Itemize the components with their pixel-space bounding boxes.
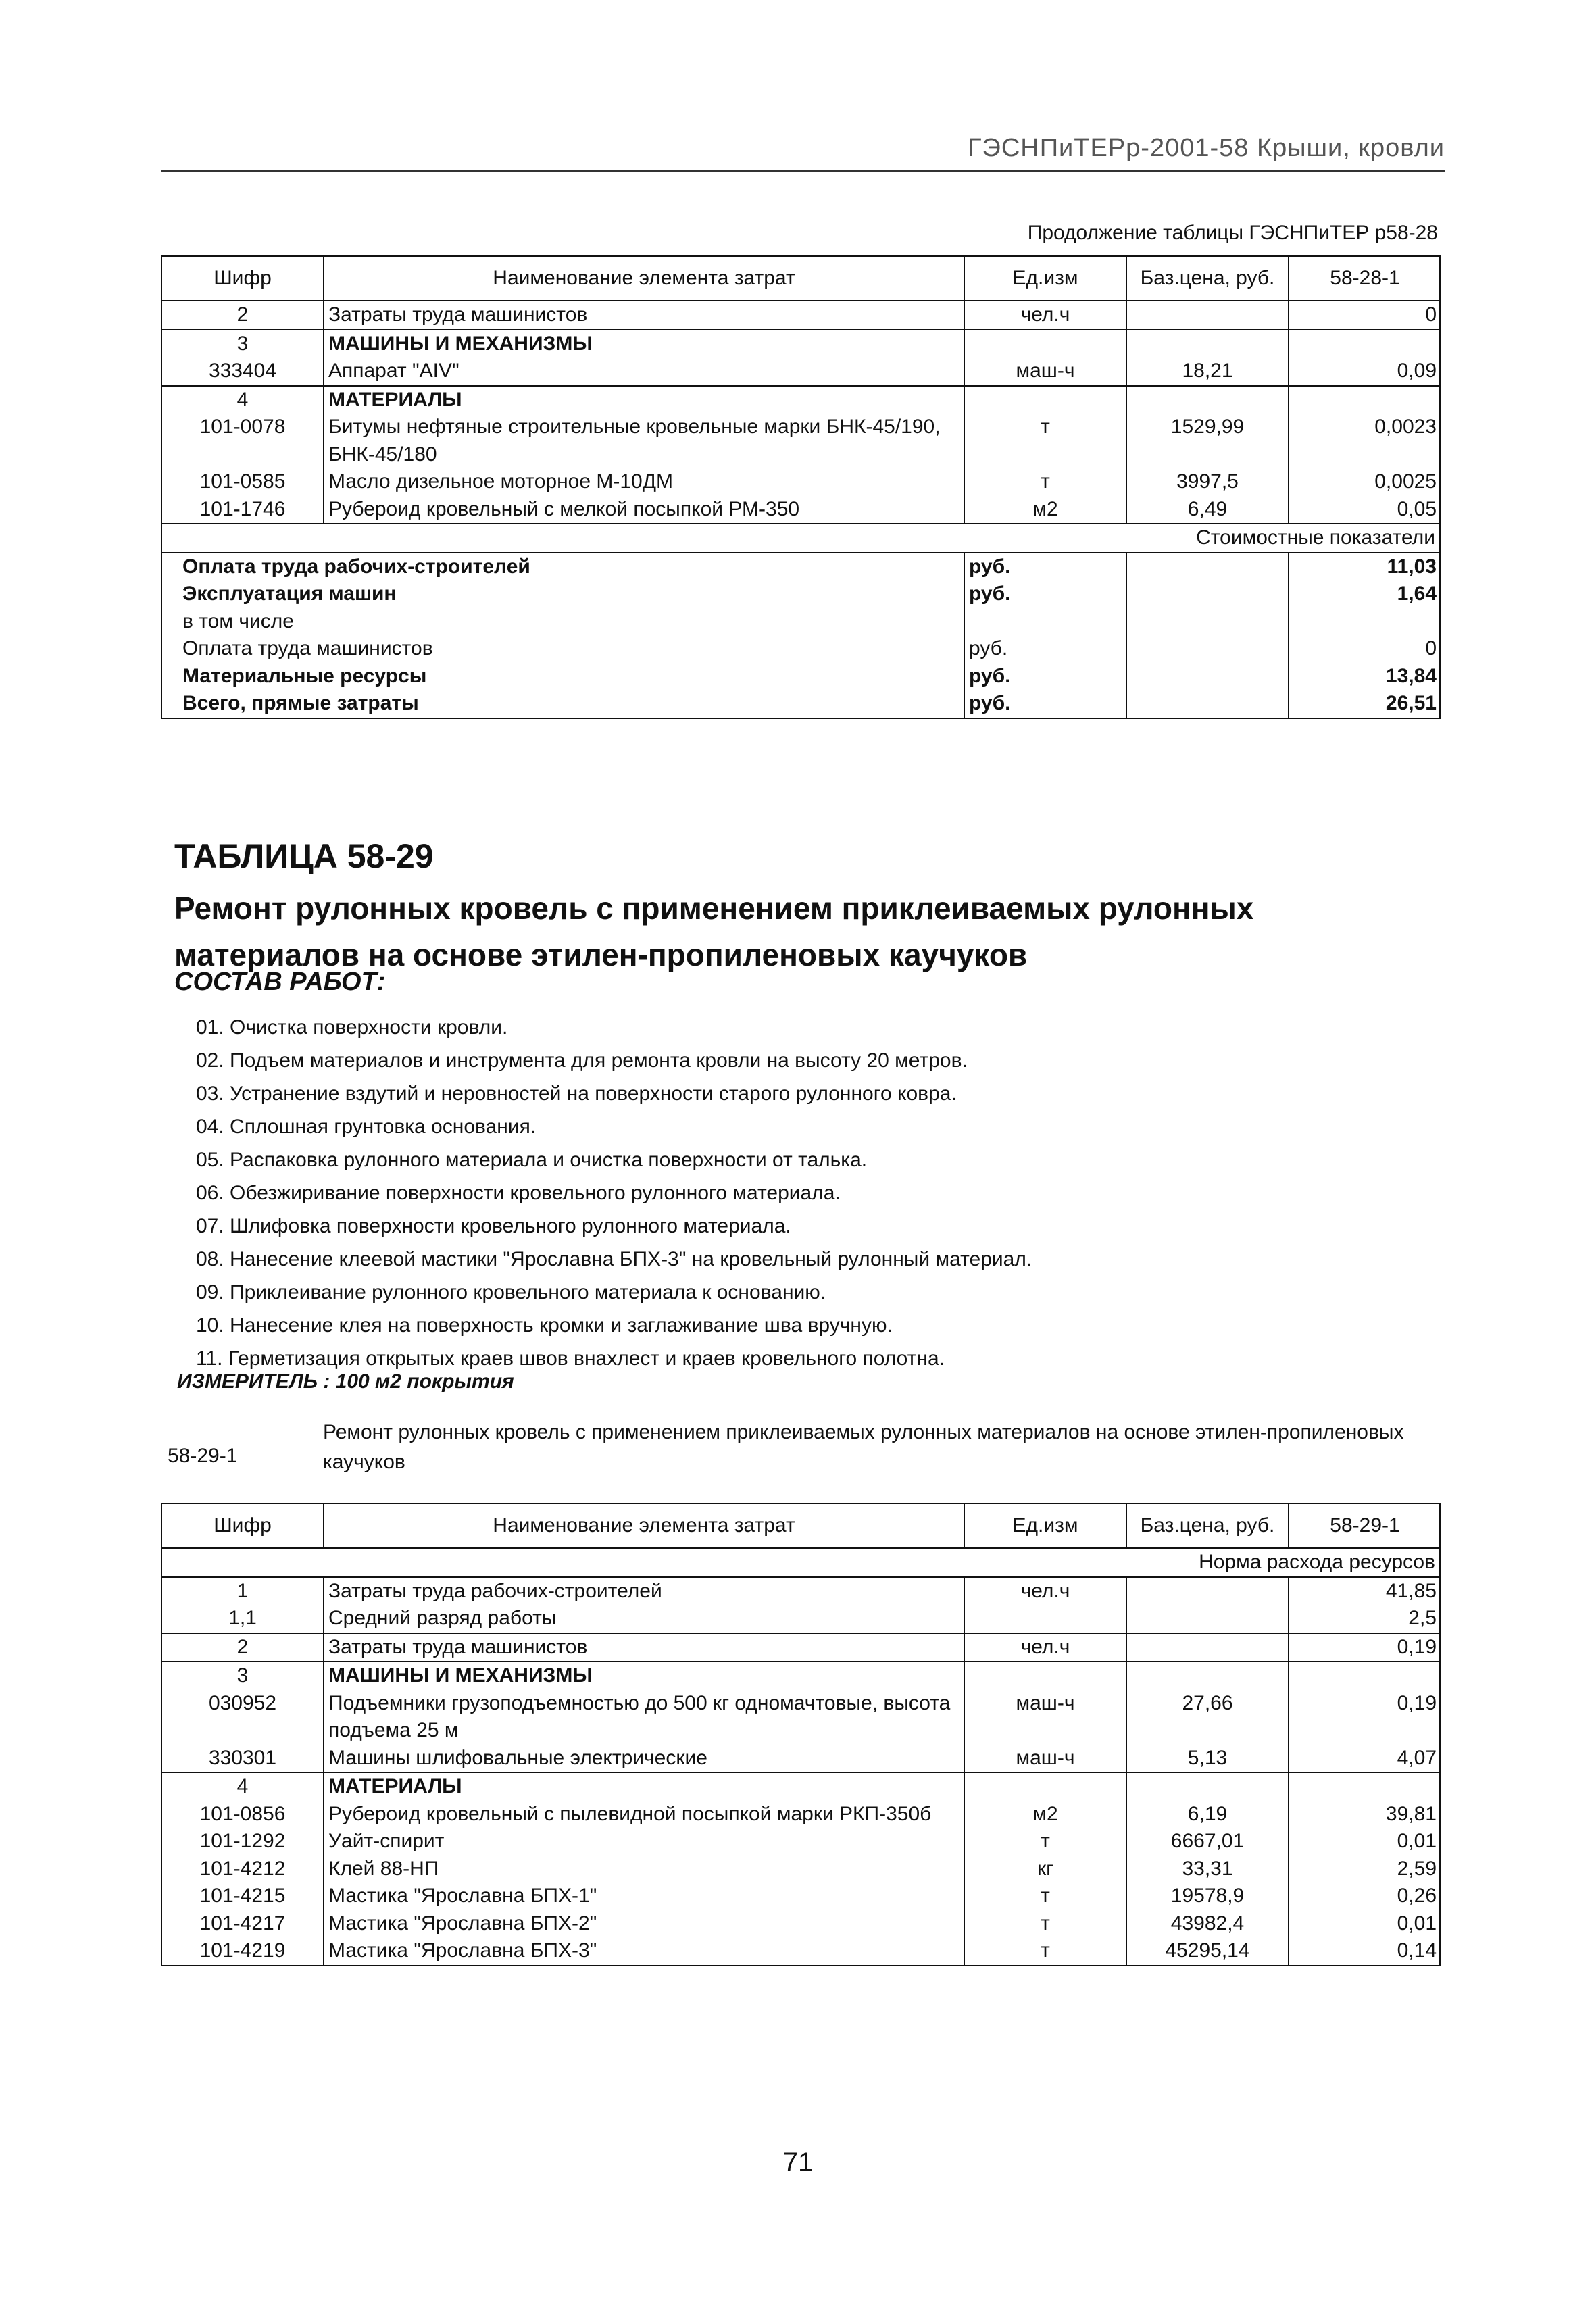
norm-description: Ремонт рулонных кровель с применением приклеиваемых рулонных материалов на основе этилен-пропиленовых каучуков (323, 1421, 1404, 1473)
table-cell (1126, 1772, 1289, 1801)
band-label: Норма расхода ресурсов (161, 1548, 1440, 1577)
summary-row (161, 663, 1440, 691)
table-cell: 1529,99 (1126, 414, 1289, 468)
table-cell: чел.ч (964, 1633, 1126, 1662)
table-row (161, 1577, 1440, 1605)
table-row (161, 1856, 1440, 1883)
summary-unit: руб. (964, 635, 1126, 663)
table-row (161, 1883, 1440, 1910)
table-cell: маш-ч (964, 1745, 1126, 1773)
cost-item-name: Затраты труда машинистов (324, 301, 964, 330)
summary-label: Оплата труда рабочих-строителей (161, 553, 964, 581)
table-cell: 0,0025 (1289, 468, 1440, 496)
table-row (161, 1937, 1440, 1966)
table-cell: т (964, 1937, 1126, 1966)
table-cell (1126, 386, 1289, 414)
table-cell (1126, 1633, 1289, 1662)
table-cell (1126, 1577, 1289, 1605)
table-cell: 39,81 (1289, 1801, 1440, 1828)
table-cell: т (964, 414, 1126, 468)
column-header: Ед.изм (964, 1503, 1126, 1548)
table-row (161, 496, 1440, 524)
table-header-row (161, 1503, 1440, 1548)
table-cell: 33,31 (1126, 1856, 1289, 1883)
summary-label: Оплата труда машинистов (161, 635, 964, 663)
table-cell: т (964, 1883, 1126, 1910)
table-cell (964, 1662, 1126, 1690)
work-item: 10. Нанесение клея на поверхность кромки и заглаживание шва вручную. (196, 1314, 893, 1337)
table-cell: 0,26 (1289, 1883, 1440, 1910)
cost-item-name: Масло дизельное моторное М-10ДМ (324, 468, 964, 496)
table-cell: 0,19 (1289, 1690, 1440, 1745)
table-row (161, 301, 1440, 330)
table-cell: 6667,01 (1126, 1828, 1289, 1856)
work-item: 07. Шлифовка поверхности кровельного рулонного материала. (196, 1215, 791, 1237)
table-row (161, 1745, 1440, 1773)
table-cell: 0,01 (1289, 1828, 1440, 1856)
cost-item-name: Клей 88-НП (324, 1856, 964, 1883)
table-row (161, 330, 1440, 358)
summary-value: 11,03 (1289, 553, 1440, 581)
table-cell: 43982,4 (1126, 1910, 1289, 1938)
table-row (161, 1690, 1440, 1745)
table-cell: т (964, 468, 1126, 496)
cost-item-name: МАШИНЫ И МЕХАНИЗМЫ (324, 330, 964, 358)
work-item: 01. Очистка поверхности кровли. (196, 1016, 508, 1039)
work-item: 02. Подъем материалов и инструмента для ремонта кровли на высоту 20 метров. (196, 1049, 968, 1072)
cost-item-name: Мастика "Ярославна БПХ-1" (324, 1883, 964, 1910)
cost-item-name: Затраты труда машинистов (324, 1633, 964, 1662)
header-rule (161, 170, 1445, 172)
summary-empty (1126, 553, 1289, 581)
table-cell: т (964, 1828, 1126, 1856)
cost-item-name: Аппарат "AIV" (324, 357, 964, 386)
table-title: ТАБЛИЦА 58-29 (174, 837, 434, 875)
work-item: 05. Распаковка рулонного материала и очистка поверхности от талька. (196, 1149, 868, 1171)
table-header-row (161, 256, 1440, 301)
summary-value (1289, 608, 1440, 636)
measure-unit: ИЗМЕРИТЕЛЬ : 100 м2 покрытия (177, 1370, 514, 1393)
summary-empty (1126, 663, 1289, 691)
table-cell: 3 (161, 330, 324, 358)
cost-item-name: Подъемники грузоподъемностью до 500 кг одномачтовые, высота подъема 25 м (324, 1690, 964, 1745)
table-cell: 330301 (161, 1745, 324, 1773)
table-cell: 101-4217 (161, 1910, 324, 1938)
work-item: 09. Приклеивание рулонного кровельного материала к основанию. (196, 1281, 826, 1303)
summary-unit: руб. (964, 553, 1126, 581)
table-cell: 101-4212 (161, 1856, 324, 1883)
table-cell: 0,14 (1289, 1937, 1440, 1966)
summary-label: Всего, прямые затраты (161, 690, 964, 718)
table-row (161, 468, 1440, 496)
table-cell: 0,09 (1289, 357, 1440, 386)
running-header: ГЭСНПиТЕРр-2001-58 Крыши, кровли (967, 134, 1445, 162)
table-cell (964, 386, 1126, 414)
table-row (161, 1772, 1440, 1801)
summary-unit: руб. (964, 663, 1126, 691)
band-row (161, 524, 1440, 553)
table-cell: 333404 (161, 357, 324, 386)
cost-item-name: МАШИНЫ И МЕХАНИЗМЫ (324, 1662, 964, 1690)
cost-item-name: Уайт-спирит (324, 1828, 964, 1856)
column-header: Баз.цена, руб. (1126, 1503, 1289, 1548)
table-cell: 27,66 (1126, 1690, 1289, 1745)
work-item: 08. Нанесение клеевой мастики "Ярославна БПХ-3" на кровельный рулонный материал. (196, 1248, 1032, 1270)
summary-label: Материальные ресурсы (161, 663, 964, 691)
table-cell: 4 (161, 386, 324, 414)
table-cell (1126, 1662, 1289, 1690)
table-cell: маш-ч (964, 357, 1126, 386)
resource-table-58-29 (161, 1503, 1441, 1966)
summary-row (161, 690, 1440, 718)
table-cell (1126, 301, 1289, 330)
work-item: 03. Устранение вздутий и неровностей на поверхности старого рулонного ковра. (196, 1082, 957, 1105)
cost-item-name: Средний разряд работы (324, 1605, 964, 1633)
table-cell: 0,0023 (1289, 414, 1440, 468)
table-cell: м2 (964, 1801, 1126, 1828)
column-header: Баз.цена, руб. (1126, 256, 1289, 301)
table-cell: 0,05 (1289, 496, 1440, 524)
summary-row (161, 608, 1440, 636)
band-label: Стоимостные показатели (161, 524, 1440, 553)
work-item: 06. Обезжиривание поверхности кровельного рулонного материала. (196, 1182, 841, 1204)
summary-unit (964, 608, 1126, 636)
cost-item-name: Мастика "Ярославна БПХ-2" (324, 1910, 964, 1938)
table-cell: 45295,14 (1126, 1937, 1289, 1966)
table-continuation-caption: Продолжение таблицы ГЭСНПиТЕР р58-28 (1027, 222, 1438, 244)
table-row (161, 1828, 1440, 1856)
summary-row (161, 553, 1440, 581)
table-row (161, 1910, 1440, 1938)
cost-item-name: Рубероид кровельный с мелкой посыпкой РМ-350 (324, 496, 964, 524)
table-row (161, 1801, 1440, 1828)
table-cell: 101-1746 (161, 496, 324, 524)
column-header: Наименование элемента затрат (324, 1503, 964, 1548)
cost-item-name: Рубероид кровельный с пылевидной посыпкой марки РКП-350б (324, 1801, 964, 1828)
cost-item-name: Машины шлифовальные электрические (324, 1745, 964, 1773)
table-cell: 5,13 (1126, 1745, 1289, 1773)
summary-value: 1,64 (1289, 580, 1440, 608)
summary-empty (1126, 690, 1289, 718)
table-cell: чел.ч (964, 1577, 1126, 1605)
summary-label: в том числе (161, 608, 964, 636)
summary-row (161, 580, 1440, 608)
table-cell: 4,07 (1289, 1745, 1440, 1773)
table-cell: 6,19 (1126, 1801, 1289, 1828)
column-header: 58-29-1 (1289, 1503, 1440, 1548)
resource-table-58-28 (161, 255, 1441, 719)
table-cell: т (964, 1910, 1126, 1938)
cost-item-name: Битумы нефтяные строительные кровельные марки БНК-45/190, БНК-45/180 (324, 414, 964, 468)
table-cell: 2 (161, 1633, 324, 1662)
table-cell (964, 330, 1126, 358)
column-header: 58-28-1 (1289, 256, 1440, 301)
table-cell: 1 (161, 1577, 324, 1605)
table-row (161, 1605, 1440, 1633)
table-cell: 2,59 (1289, 1856, 1440, 1883)
table-cell (1289, 1772, 1440, 1801)
column-header: Наименование элемента затрат (324, 256, 964, 301)
works-heading: СОСТАВ РАБОТ: (174, 968, 386, 996)
table-subtitle: Ремонт рулонных кровель с применением приклеиваемых рулонных материалов на основе этилен-пропиленовых каучуков (174, 891, 1254, 972)
band-row (161, 1548, 1440, 1577)
cost-item-name: МАТЕРИАЛЫ (324, 386, 964, 414)
column-header: Шифр (161, 256, 324, 301)
table-cell (964, 1772, 1126, 1801)
summary-value: 26,51 (1289, 690, 1440, 718)
table-cell (1289, 1662, 1440, 1690)
page-number: 71 (782, 2147, 814, 2177)
table-cell: 0,01 (1289, 1910, 1440, 1938)
table-cell (1289, 386, 1440, 414)
table-cell (964, 1605, 1126, 1633)
table-cell: 101-1292 (161, 1828, 324, 1856)
table-row (161, 357, 1440, 386)
cost-item-name: МАТЕРИАЛЫ (324, 1772, 964, 1801)
summary-empty (1126, 580, 1289, 608)
table-cell: 101-0585 (161, 468, 324, 496)
summary-unit: руб. (964, 690, 1126, 718)
table-cell: 101-0078 (161, 414, 324, 468)
table-cell: маш-ч (964, 1690, 1126, 1745)
summary-value: 13,84 (1289, 663, 1440, 691)
table-row (161, 414, 1440, 468)
table-cell: 1,1 (161, 1605, 324, 1633)
table-cell (1289, 330, 1440, 358)
summary-row (161, 635, 1440, 663)
table-cell: 0,19 (1289, 1633, 1440, 1662)
table-cell: 19578,9 (1126, 1883, 1289, 1910)
work-item: 11. Герметизация открытых краев швов внахлест и краев кровельного полотна. (196, 1347, 945, 1370)
table-cell: 2,5 (1289, 1605, 1440, 1633)
table-cell: 0 (1289, 301, 1440, 330)
work-item: 04. Сплошная грунтовка основания. (196, 1116, 537, 1138)
table-cell: кг (964, 1856, 1126, 1883)
table-row (161, 1633, 1440, 1662)
table-cell: 6,49 (1126, 496, 1289, 524)
table-row (161, 386, 1440, 414)
table-cell (1126, 1605, 1289, 1633)
table-cell: чел.ч (964, 301, 1126, 330)
works-list (196, 1011, 1032, 1375)
column-header: Ед.изм (964, 256, 1126, 301)
summary-empty (1126, 608, 1289, 636)
summary-empty (1126, 635, 1289, 663)
summary-label: Эксплуатация машин (161, 580, 964, 608)
table-cell: 3997,5 (1126, 468, 1289, 496)
table-cell: 4 (161, 1772, 324, 1801)
summary-value: 0 (1289, 635, 1440, 663)
summary-unit: руб. (964, 580, 1126, 608)
table-cell: 101-4215 (161, 1883, 324, 1910)
table-cell: м2 (964, 496, 1126, 524)
table-cell: 18,21 (1126, 357, 1289, 386)
table-cell: 030952 (161, 1690, 324, 1745)
column-header: Шифр (161, 1503, 324, 1548)
table-cell: 2 (161, 301, 324, 330)
table-cell: 101-0856 (161, 1801, 324, 1828)
norm-code: 58-29-1 (168, 1445, 238, 1467)
cost-item-name: Затраты труда рабочих-строителей (324, 1577, 964, 1605)
table-row (161, 1662, 1440, 1690)
table-cell: 101-4219 (161, 1937, 324, 1966)
table-cell: 3 (161, 1662, 324, 1690)
table-cell (1126, 330, 1289, 358)
cost-item-name: Мастика "Ярославна БПХ-3" (324, 1937, 964, 1966)
table-cell: 41,85 (1289, 1577, 1440, 1605)
